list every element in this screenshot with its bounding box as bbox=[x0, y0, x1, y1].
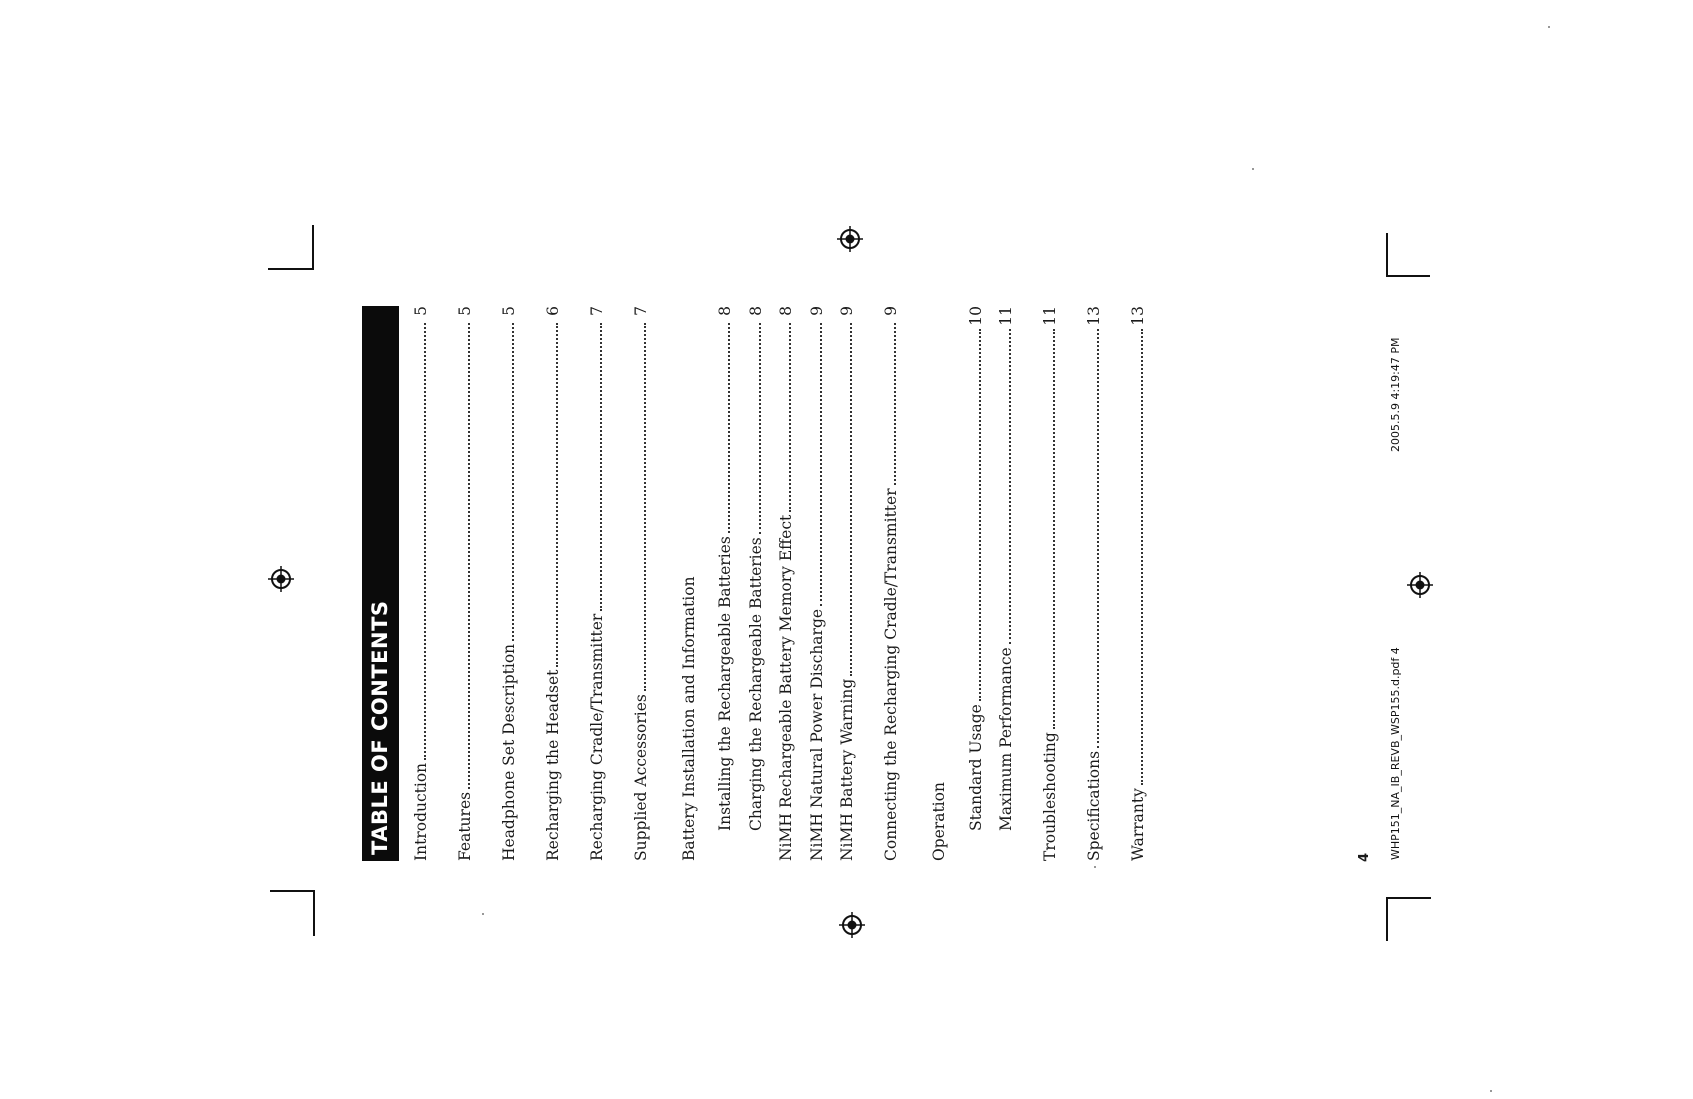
toc-entry-page: 6 bbox=[544, 306, 562, 316]
toc-entry bbox=[1079, 306, 1103, 861]
dot-leader bbox=[1008, 329, 1011, 645]
toc-entry bbox=[538, 306, 562, 861]
dot-leader bbox=[1096, 329, 1099, 748]
dot-leader bbox=[758, 323, 761, 534]
toc-entry-label: Connecting the Recharging Cradle/Transmitter bbox=[882, 488, 900, 861]
toc-entry-label: Features bbox=[456, 791, 474, 861]
crop-mark bbox=[1386, 275, 1430, 277]
registration-mark-icon bbox=[837, 226, 863, 252]
toc-entry-page: 5 bbox=[456, 306, 474, 316]
scan-speck bbox=[1548, 26, 1550, 28]
toc-entry-label: NiMH Rechargeable Battery Memory Effect bbox=[777, 514, 795, 861]
toc-entry-label: NiMH Battery Warning bbox=[838, 678, 856, 861]
toc-entry-page: 9 bbox=[882, 306, 900, 316]
dot-leader bbox=[1052, 329, 1055, 729]
toc-entry bbox=[406, 306, 430, 861]
toc-entry bbox=[626, 306, 650, 861]
toc-entry-label: Charging the Rechargeable Batteries bbox=[747, 537, 765, 831]
toc-entry bbox=[741, 306, 765, 861]
registration-mark-icon bbox=[268, 566, 294, 592]
toc-entry-page: 11 bbox=[1041, 306, 1059, 326]
toc-entry bbox=[582, 306, 606, 861]
crop-mark bbox=[1386, 233, 1388, 277]
toc-entry bbox=[710, 306, 734, 861]
toc-entry-label: Warranty bbox=[1129, 788, 1147, 861]
toc-entry-label: Introduction bbox=[412, 762, 430, 861]
dot-leader bbox=[555, 323, 558, 667]
toc-entry-page: 8 bbox=[777, 306, 795, 316]
registration-mark-icon bbox=[839, 912, 865, 938]
toc-entry-label: Supplied Accessories bbox=[632, 694, 650, 861]
dot-leader bbox=[643, 323, 646, 691]
toc-entry-page: 9 bbox=[808, 306, 826, 316]
toc-entry bbox=[1123, 306, 1147, 861]
toc-entry-label: Troubleshooting bbox=[1041, 732, 1059, 861]
toc-entry-page: 7 bbox=[588, 306, 606, 316]
toc-entry-label: Standard Usage bbox=[967, 704, 985, 831]
toc-entry-page: 11 bbox=[997, 306, 1015, 326]
dot-leader bbox=[893, 323, 896, 485]
dot-leader bbox=[849, 323, 852, 676]
toc-section-heading: Operation bbox=[930, 782, 948, 861]
print-slug-filename: WHP151_NA_IB_REVB_WSP155.d.pdf 4 bbox=[1389, 647, 1402, 860]
scan-speck bbox=[1252, 168, 1254, 170]
dot-leader bbox=[788, 323, 791, 512]
toc-entry bbox=[450, 306, 474, 861]
toc-entry bbox=[991, 306, 1015, 861]
toc-entry-label: Installing the Rechargeable Batteries bbox=[716, 536, 734, 831]
toc-entry-page: 9 bbox=[838, 306, 856, 316]
page-number: 4 bbox=[1357, 852, 1372, 862]
dot-leader bbox=[1140, 329, 1143, 785]
toc-entry bbox=[876, 306, 900, 861]
toc-entry bbox=[961, 306, 985, 861]
toc-section-heading: Battery Installation and Information bbox=[680, 576, 698, 861]
toc-title: TABLE OF CONTENTS bbox=[362, 306, 399, 861]
toc-entry-page: 13 bbox=[1085, 306, 1103, 326]
scan-speck bbox=[1490, 1090, 1492, 1092]
toc-entry-label: Recharging the Headset bbox=[544, 669, 562, 861]
toc-entry-page: 5 bbox=[412, 306, 430, 316]
registration-mark-icon bbox=[1407, 572, 1433, 598]
toc-entry bbox=[802, 306, 826, 861]
toc-entry-page: 8 bbox=[716, 306, 734, 316]
toc-entry-label: Recharging Cradle/Transmitter bbox=[588, 613, 606, 861]
crop-mark bbox=[268, 268, 314, 270]
scan-speck bbox=[1094, 866, 1096, 868]
dot-leader bbox=[727, 323, 730, 533]
toc-entry-label: Headphone Set Description bbox=[500, 643, 518, 861]
toc-entry-page: 13 bbox=[1129, 306, 1147, 326]
crop-mark bbox=[1386, 897, 1431, 899]
toc-entry-page: 7 bbox=[632, 306, 650, 316]
toc-entry bbox=[832, 306, 856, 861]
scan-speck bbox=[482, 913, 484, 915]
dot-leader bbox=[978, 329, 981, 701]
dot-leader bbox=[511, 323, 514, 641]
crop-mark bbox=[312, 225, 314, 270]
dot-leader bbox=[599, 323, 602, 611]
crop-mark bbox=[270, 890, 315, 892]
toc-entry-page: 10 bbox=[967, 306, 985, 326]
toc-entry-page: 8 bbox=[747, 306, 765, 316]
toc-entry bbox=[771, 306, 795, 861]
toc-entry-label: Maximum Performance bbox=[997, 647, 1015, 831]
crop-mark bbox=[313, 890, 315, 936]
print-slug-timestamp: 2005.5.9 4:19:47 PM bbox=[1389, 337, 1402, 452]
toc-entry bbox=[494, 306, 518, 861]
dot-leader bbox=[467, 323, 470, 789]
toc-entry-label: Specifications bbox=[1085, 750, 1103, 861]
toc-entry-label: NiMH Natural Power Discharge bbox=[808, 608, 826, 861]
toc-entry-page: 5 bbox=[500, 306, 518, 316]
dot-leader bbox=[819, 323, 822, 606]
crop-mark bbox=[1386, 897, 1388, 941]
toc-entry bbox=[1035, 306, 1059, 861]
dot-leader bbox=[423, 323, 426, 760]
table-of-contents bbox=[362, 306, 1147, 861]
